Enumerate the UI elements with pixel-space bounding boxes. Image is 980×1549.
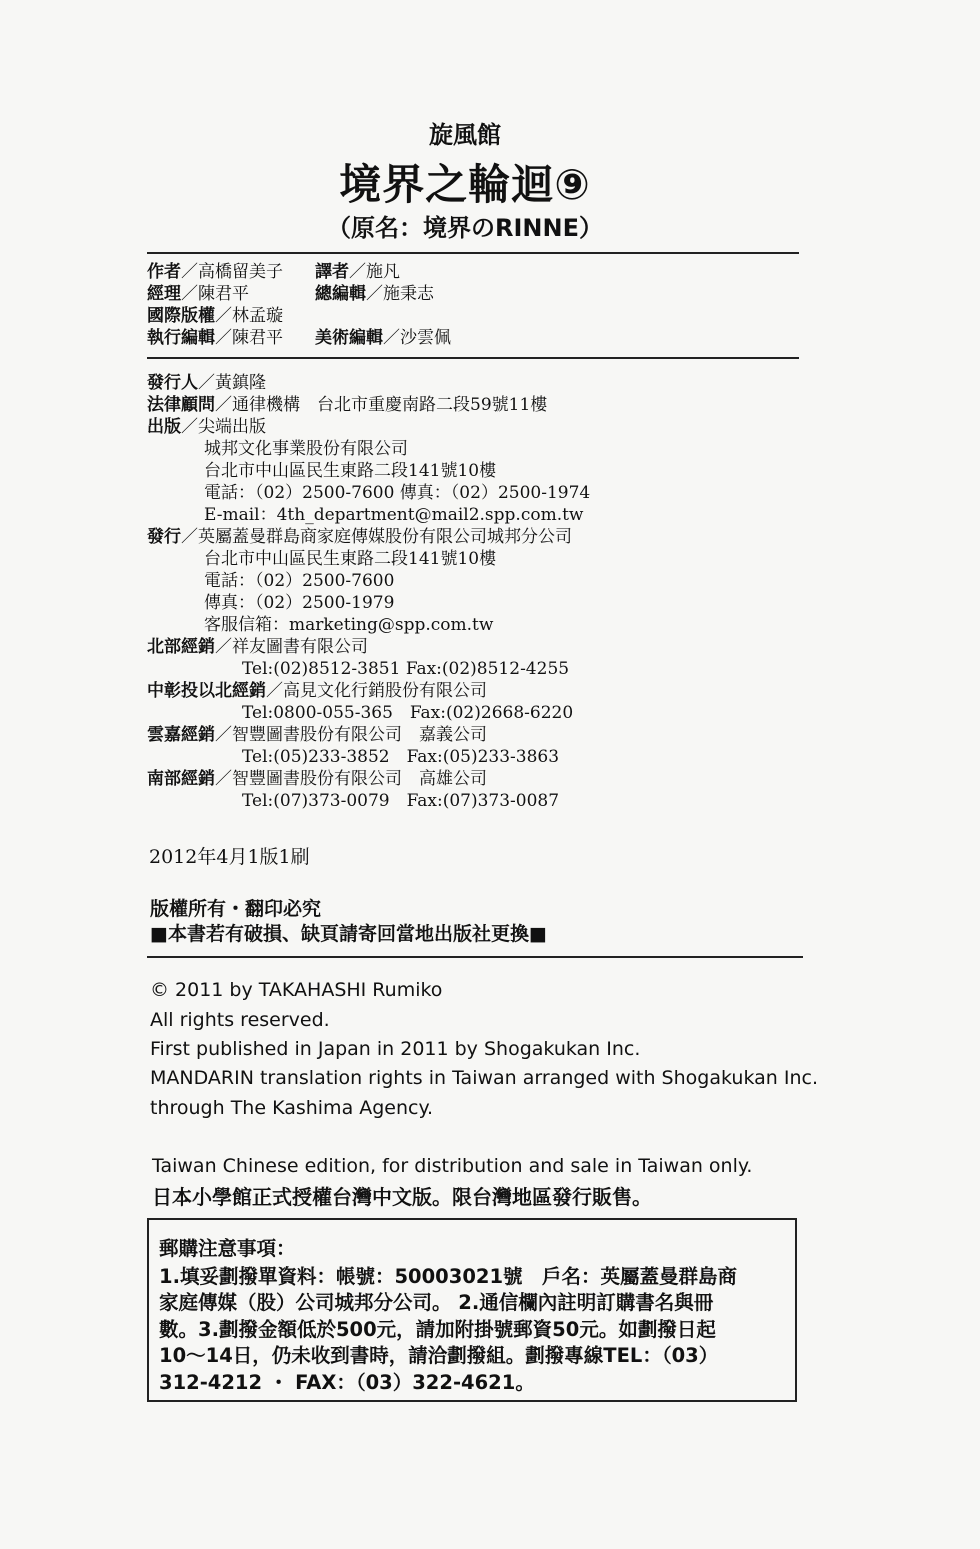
copyright-line: First published in Japan in 2011 by Shogakukan Inc. xyxy=(150,1038,641,1060)
credit-executive-editor: 執行編輯／陳君平 xyxy=(147,328,283,348)
mail-order-line: 10～14日，仍未收到書時，請洽劃撥組。劃撥專線TEL：（03） xyxy=(159,1344,719,1367)
book-title: 境界之輪迴⑨ xyxy=(339,160,591,209)
credit-author: 作者／高橋留美子 xyxy=(147,262,283,282)
distribute-fax: 傳真：（02）2500-1979 xyxy=(204,593,395,613)
publish-address: 台北市中山區民生東路二段141號10樓 xyxy=(204,461,497,481)
credit-manager: 經理／陳君平 xyxy=(147,284,249,304)
credit-international-rights: 國際版權／林孟璇 xyxy=(147,306,283,326)
distribute-address: 台北市中山區民生東路二段141號10樓 xyxy=(204,549,497,569)
mail-order-line: 家庭傳媒（股）公司城邦分公司。 2.通信欄內註明訂購書名與冊 xyxy=(159,1291,714,1314)
south-distributor-tel: Tel:(07)373-0079 Fax:(07)373-0087 xyxy=(242,791,560,811)
mail-order-line: 312-4212 ・ FAX：（03）322-4621。 xyxy=(159,1370,535,1394)
taiwan-edition-notice: Taiwan Chinese edition, for distribution and sale in Taiwan only. xyxy=(152,1155,753,1177)
authorized-edition-notice: 日本小學館正式授權台灣中文版。限台灣地區發行販售。 xyxy=(152,1185,652,1209)
mail-order-box xyxy=(147,1218,797,1402)
replacement-notice: ■本書若有破損、缺頁請寄回當地出版社更換■ xyxy=(150,923,547,945)
credit-editor-in-chief: 總編輯／施秉志 xyxy=(315,284,434,304)
south-distributor: 南部經銷／智豐圖書股份有限公司 高雄公司 xyxy=(147,769,487,789)
mail-order-title: 郵購注意事項： xyxy=(159,1237,296,1260)
copyright-line: through The Kashima Agency. xyxy=(150,1097,434,1119)
copyright-line: MANDARIN translation rights in Taiwan arranged with Shogakukan Inc. xyxy=(150,1067,818,1089)
yunjia-distributor: 雲嘉經銷／智豐圖書股份有限公司 嘉義公司 xyxy=(147,725,487,745)
copyright-line: All rights reserved. xyxy=(150,1009,330,1031)
distribute-service-email: 客服信箱：marketing@spp.com.tw xyxy=(204,615,494,635)
legal-line: 法律顧問／通律機構 台北市重慶南路二段59號11樓 xyxy=(147,395,548,415)
publisher-imprint: 旋風館 xyxy=(429,121,501,149)
divider-top xyxy=(147,252,799,254)
copyright-line: © 2011 by TAKAHASHI Rumiko xyxy=(150,979,443,1001)
divider-copyright xyxy=(147,956,803,958)
rights-reserved: 版權所有・翻印必究 xyxy=(150,898,322,920)
mail-order-line: 數。3.劃撥金額低於500元，請加附掛號郵資50元。如劃撥日起 xyxy=(159,1317,716,1341)
divider-credits xyxy=(147,357,799,359)
issuer-line: 發行人／黃鎮隆 xyxy=(147,373,266,393)
publish-line: 出版／尖端出版 xyxy=(147,417,266,437)
publish-phone: 電話：（02）2500-7600 傳真：（02）2500-1974 xyxy=(204,483,591,503)
north-distributor-tel: Tel:(02)8512-3851 Fax:(02)8512-4255 xyxy=(242,659,570,679)
publish-email: E-mail：4th_department@mail2.spp.com.tw xyxy=(204,505,584,525)
north-distributor: 北部經銷／祥友圖書有限公司 xyxy=(147,637,368,657)
credit-translator: 譯者／施凡 xyxy=(315,262,400,282)
mail-order-line: 1.填妥劃撥單資料：帳號：50003021號 戶名：英屬蓋曼群島商 xyxy=(159,1264,738,1288)
distribute-phone: 電話：（02）2500-7600 xyxy=(204,571,395,591)
credit-art-editor: 美術編輯／沙雲佩 xyxy=(315,328,451,348)
central-distributor-tel: Tel:0800-055-365 Fax:(02)2668-6220 xyxy=(242,703,574,723)
edition-date: 2012年4月1版1刷 xyxy=(149,846,310,868)
publish-company: 城邦文化事業股份有限公司 xyxy=(204,439,408,459)
yunjia-distributor-tel: Tel:(05)233-3852 Fax:(05)233-3863 xyxy=(242,747,560,767)
central-distributor: 中彰投以北經銷／高見文化行銷股份有限公司 xyxy=(147,681,487,701)
original-title: （原名：境界のRINNE） xyxy=(327,214,603,242)
distribute-line: 發行／英屬蓋曼群島商家庭傳媒股份有限公司城邦分公司 xyxy=(147,527,572,547)
